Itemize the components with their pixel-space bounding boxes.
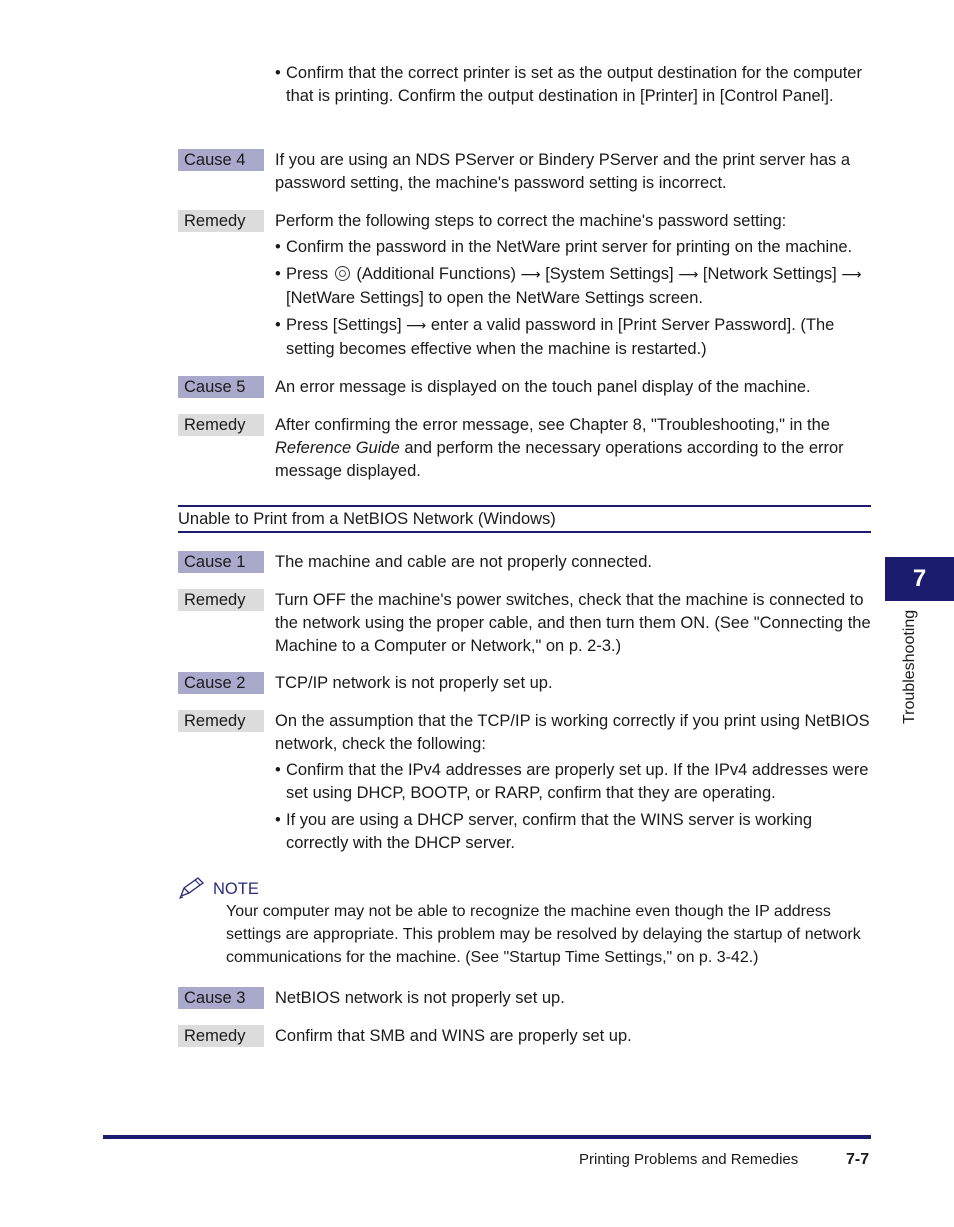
section-rule-bottom	[178, 531, 871, 533]
arrow-right-icon: ⟶	[520, 267, 541, 283]
bullet-text: [NetWare Settings] to open the NetWare Settings screen.	[286, 289, 703, 307]
remedy-5-text	[275, 414, 875, 483]
arrow-right-icon: ⟶	[678, 267, 699, 283]
bullet-text: Press	[286, 265, 329, 283]
section-title: Unable to Print from a NetBIOS Network (Windows)	[178, 510, 556, 528]
nb-remedy-1-text: Turn OFF the machine's power switches, check that the machine is connected to the network using the proper cable, and then turn them ON. (See "Connecting the Machine to a Computer or Network," on p. 2-3.)	[275, 591, 871, 655]
top-bullet-block	[275, 62, 875, 108]
arrow-right-icon: ⟶	[406, 318, 427, 334]
bullet-item: • Confirm the password in the NetWare print server for printing on the machine.	[275, 238, 853, 256]
bullet-item: • Press (Additional Functions) ⟶ [System Settings] ⟶ [Network Settings] ⟶ [NetWare Settings] to open the NetWare Settings screen.	[275, 265, 862, 307]
bullet-item: • If you are using a DHCP server, confirm that the WINS server is working correctly with the DHCP server.	[275, 811, 813, 852]
bullet-text: Confirm that the correct printer is set as the output destination for the computer that is printing. Confirm the output destination in [Printer] in [Control Panel].	[286, 64, 862, 105]
arrow-right-icon: ⟶	[841, 267, 862, 283]
remedy-5-text-part: and perform the necessary operations according to the error message displayed.	[275, 439, 844, 480]
pencil-icon	[178, 876, 206, 900]
bullet-item: • Confirm that the correct printer is set as the output destination for the computer that is printing. Confirm the output destination in [Printer] in [Control Panel].	[275, 64, 862, 105]
remedy-4-intro: Perform the following steps to correct the machine's password setting:	[275, 212, 787, 230]
footer-section-title: Printing Problems and Remedies	[579, 1151, 799, 1168]
page-number: 7-7	[846, 1151, 870, 1168]
nb-remedy-3-label: Remedy	[178, 1025, 264, 1047]
nb-remedy-2-body	[275, 710, 875, 855]
nb-cause-1-text: The machine and cable are not properly connected.	[275, 553, 652, 571]
bullet-text: [Network Settings]	[702, 265, 837, 283]
cause-5-text: An error message is displayed on the touch panel display of the machine.	[275, 378, 811, 396]
cause-4-text: If you are using an NDS PServer or Bindery PServer and the print server has a password setting, the machine's password setting is incorrect.	[275, 151, 851, 192]
nb-cause-2-text: TCP/IP network is not properly set up.	[275, 674, 553, 692]
remedy-5-text-part: After confirming the error message, see Chapter 8, "Troubleshooting," in the	[275, 416, 830, 434]
chapter-tab[interactable]: 7	[885, 557, 954, 601]
bullet-text: [System Settings]	[545, 265, 674, 283]
nb-cause-3-text: NetBIOS network is not properly set up.	[275, 989, 565, 1007]
nb-remedy-2-label: Remedy	[178, 710, 264, 732]
bullet-text: Press [Settings]	[286, 316, 402, 334]
cause-5-label: Cause 5	[178, 376, 264, 398]
bullet-item: • Confirm that the IPv4 addresses are properly set up. If the IPv4 addresses were set using DHCP, BOOTP, or RARP, confirm that they are operating.	[275, 761, 869, 802]
footer-rule	[103, 1135, 871, 1139]
remedy-4-body	[275, 210, 875, 361]
remedy-4-label: Remedy	[178, 210, 264, 232]
nb-remedy-2-intro: On the assumption that the TCP/IP is working correctly if you print using NetBIOS network, check the following:	[275, 712, 870, 753]
nb-cause-3-label: Cause 3	[178, 987, 264, 1009]
reference-guide-title: Reference Guide	[275, 439, 400, 457]
note-text: Your computer may not be able to recognize the machine even though the IP address settings are appropriate. This problem may be resolved by delaying the startup of network communications for the machine. (See "Startup Time Settings," on p. 3-42.)	[226, 903, 861, 966]
bullet-item: • Press [Settings] ⟶ enter a valid password in [Print Server Password]. (The setting becomes effective when the machine is restarted.)	[275, 316, 835, 358]
nb-remedy-3-text: Confirm that SMB and WINS are properly set up.	[275, 1027, 632, 1045]
bullet-text: (Additional Functions)	[356, 265, 516, 283]
bullet-text: Confirm the password in the NetWare print server for printing on the machine.	[286, 238, 853, 256]
nb-cause-2-label: Cause 2	[178, 672, 264, 694]
bullet-text: If you are using a DHCP server, confirm that the WINS server is working correctly with the DHCP server.	[286, 811, 813, 852]
bullet-text: Confirm that the IPv4 addresses are properly set up. If the IPv4 addresses were set using DHCP, BOOTP, or RARP, confirm that they are operating.	[286, 761, 869, 802]
chapter-side-label: Troubleshooting	[901, 609, 918, 724]
cause-4-label: Cause 4	[178, 149, 264, 171]
remedy-5-label: Remedy	[178, 414, 264, 436]
nb-remedy-1-label: Remedy	[178, 589, 264, 611]
note-title: NOTE	[213, 880, 259, 898]
nb-cause-1-label: Cause 1	[178, 551, 264, 573]
additional-functions-key-icon	[335, 266, 350, 281]
bullet-text: enter a valid password in [Print Server Password]. (The setting becomes effective when the machine is restarted.)	[286, 316, 835, 358]
section-rule-top	[178, 505, 871, 507]
